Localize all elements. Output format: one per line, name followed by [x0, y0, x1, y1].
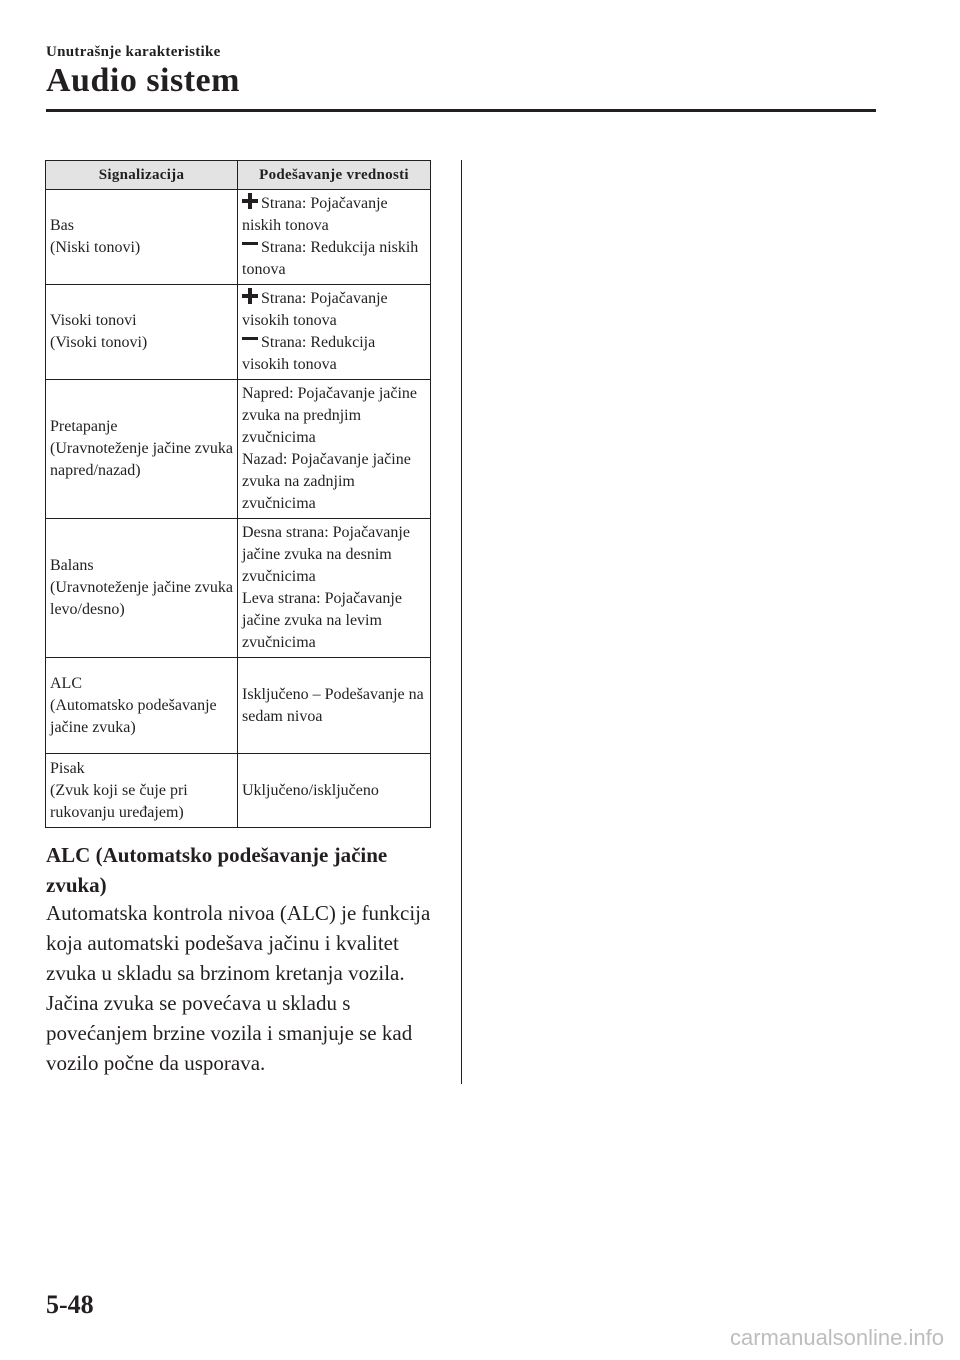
value-cell: [238, 754, 431, 828]
signal-cell: [46, 519, 238, 658]
signal-cell: [46, 190, 238, 285]
value-text: Uključeno/isključeno: [242, 781, 379, 799]
value-line: [242, 288, 426, 332]
column-header-value: Podešavanje vrednosti: [238, 161, 431, 190]
value-cell: [238, 190, 431, 285]
table-header-row: [46, 161, 431, 190]
page-title: Audio sistem: [46, 62, 240, 99]
table-row: [46, 754, 431, 828]
value-text: Isključeno – Podešavanje na sedam nivoa: [242, 685, 424, 725]
value-text: Strana: Redukcija visokih tonova: [242, 334, 376, 373]
signal-cell: [46, 285, 238, 380]
settings-table: [45, 160, 431, 828]
value-text: Strana: Pojačavanje niskih tonova: [242, 195, 388, 234]
table-row: [46, 519, 431, 658]
table-row: [46, 285, 431, 380]
signal-name: ALC: [50, 674, 82, 692]
signal-description: (Visoki tonovi): [50, 334, 148, 351]
signal-description: (Zvuk koji se čuje pri rukovanju uređajem): [50, 781, 188, 821]
minus-icon: [242, 332, 258, 348]
signal-description: (Niski tonovi): [50, 239, 141, 256]
value-text: Napred: Pojačavanje jačine zvuka na prednjim zvučnicima: [242, 385, 418, 446]
value-cell: [238, 380, 431, 519]
signal-description: (Uravnoteženje jačine zvuka napred/nazad): [50, 440, 234, 479]
signal-name: Balans: [50, 557, 94, 574]
value-cell: [238, 658, 431, 754]
column-divider: [461, 160, 462, 1084]
value-line: [242, 332, 426, 376]
signal-cell: [46, 754, 238, 828]
title-rule: [46, 109, 876, 112]
page-number: 5-48: [46, 1290, 94, 1319]
plus-icon: [242, 193, 258, 209]
value-line: [242, 193, 426, 237]
value-text: Nazad: Pojačavanje jačine zvuka na zadnjim zvučnicima: [242, 451, 411, 512]
value-text: Strana: Redukcija niskih tonova: [242, 239, 419, 278]
column-header-signal: Signalizacija: [46, 161, 238, 190]
table-row: [46, 190, 431, 285]
value-line: [242, 237, 426, 281]
value-cell: [238, 519, 431, 658]
section-label: Unutrašnje karakteristike: [46, 44, 221, 60]
signal-name: Bas: [50, 217, 74, 234]
alc-heading: ALC (Automatsko podešavanje jačine zvuka): [46, 843, 388, 897]
plus-icon: [242, 288, 258, 304]
minus-icon: [242, 237, 258, 253]
table-row: [46, 658, 431, 754]
value-text: Leva strana: Pojačavanje jačine zvuka na levim zvučnicima: [242, 590, 402, 651]
value-text: Desna strana: Pojačavanje jačine zvuka na desnim zvučnicima: [242, 524, 410, 585]
signal-description: (Automatsko podešavanje jačine zvuka): [50, 696, 217, 736]
signal-cell: [46, 658, 238, 754]
alc-paragraph: Automatska kontrola nivoa (ALC) je funkcija koja automatski podešava jačinu i kvalitet zvuka u skladu sa brzinom kretanja vozila. Jačina zvuka se povećava u skladu s povećanjem brzine vozila i smanjuje se kad vozilo počne da usporava.: [46, 901, 431, 1075]
value-text: Strana: Pojačavanje visokih tonova: [242, 290, 388, 329]
value-cell: [238, 285, 431, 380]
signal-name: Pisak: [50, 759, 85, 777]
table-row: [46, 380, 431, 519]
signal-name: Visoki tonovi: [50, 312, 137, 329]
signal-name: Pretapanje: [50, 418, 118, 435]
watermark-link[interactable]: carmanualsonline.info: [729, 1325, 944, 1350]
signal-cell: [46, 380, 238, 519]
signal-description: (Uravnoteženje jačine zvuka levo/desno): [50, 579, 234, 618]
